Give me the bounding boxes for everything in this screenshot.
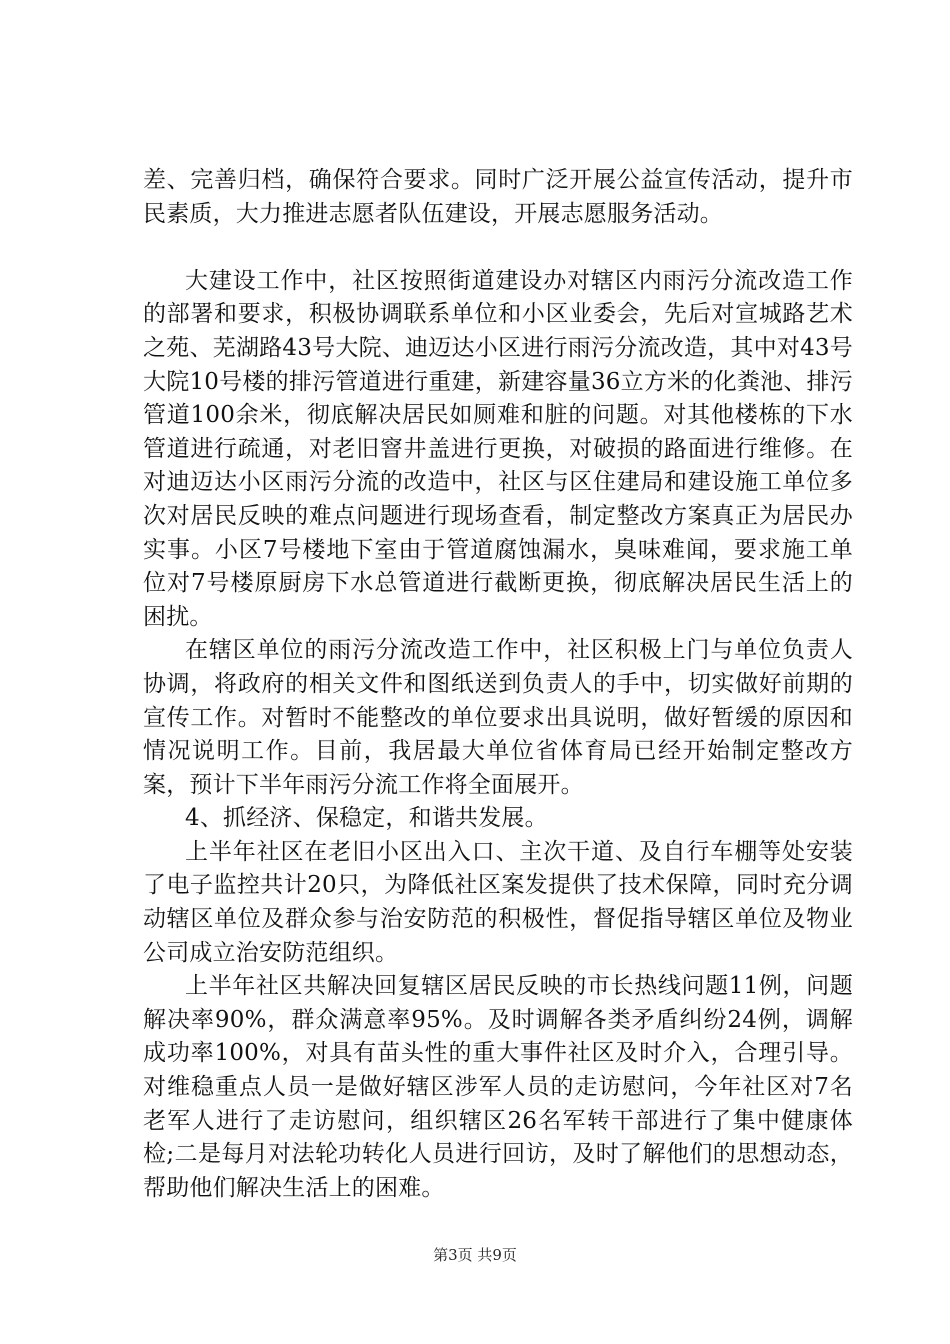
paragraph-surveillance: 上半年社区在老旧小区出入口、主次干道、及自行车棚等处安装了电子监控共计20只，为降低社区案发提供了技术保障，同时充分调动辖区单位及群众参与治安防范的积极性，督促指导辖区单位及物业公司成立治安防范组织。 — [143, 838, 853, 966]
paragraph-continuation: 差、完善归档，确保符合要求。同时广泛开展公益宣传活动，提升市民素质，大力推进志愿者队伍建设，开展志愿服务活动。 — [143, 167, 853, 227]
document-body — [143, 164, 853, 1205]
section-heading: 4、抓经济、保稳定，和谐共发展。 — [185, 805, 548, 832]
paragraph-spacer — [143, 231, 853, 265]
paragraph-stability: 上半年社区共解决回复辖区居民反映的市长热线问题11例，问题解决率90%，群众满意率95%。及时调解各类矛盾纠纷24例，调解成功率100%，对具有苗头性的重大事件社区及时介入，合理引导。对维稳重点人员一是做好辖区涉军人员的走访慰问，今年社区对7名老军人进行了走访慰问，组织辖区26名军转干部进行了集中健康体检;二是每月对法轮功转化人员进行回访，及时了解他们的思想动态，帮助他们解决生活上的困难。 — [143, 973, 853, 1201]
page-number-footer: 第3页 共9页 — [433, 1246, 517, 1264]
paragraph-construction: 大建设工作中，社区按照街道建设办对辖区内雨污分流改造工作的部署和要求，积极协调联系单位和小区业委会，先后对宣城路艺术之苑、芜湖路43号大院、迪迈达小区进行雨污分流改造，其中对43号大院10号楼的排污管道进行重建，新建容量36立方米的化粪池、排污管道100余米，彻底解决居民如厕难和脏的问题。对其他楼栋的下水管道进行疏通，对老旧窨井盖进行更换，对破损的路面进行维修。在对迪迈达小区雨污分流的改造中，社区与区住建局和建设施工单位多次对居民反映的难点问题进行现场查看，制定整改方案真正为居民办实事。小区7号楼地下室由于管道腐蚀漏水，臭味难闻，要求施工单位对7号楼原厨房下水总管道进行截断更换，彻底解决居民生活上的困扰。 — [143, 267, 853, 630]
paragraph-unit-renovation: 在辖区单位的雨污分流改造工作中，社区积极上门与单位负责人协调，将政府的相关文件和图纸送到负责人的手中，切实做好前期的宣传工作。对暂时不能整改的单位要求出具说明，做好暂缓的原因和情况说明工作。目前，我居最大单位省体育局已经开始制定整改方案，预计下半年雨污分流工作将全面展开。 — [143, 637, 853, 798]
